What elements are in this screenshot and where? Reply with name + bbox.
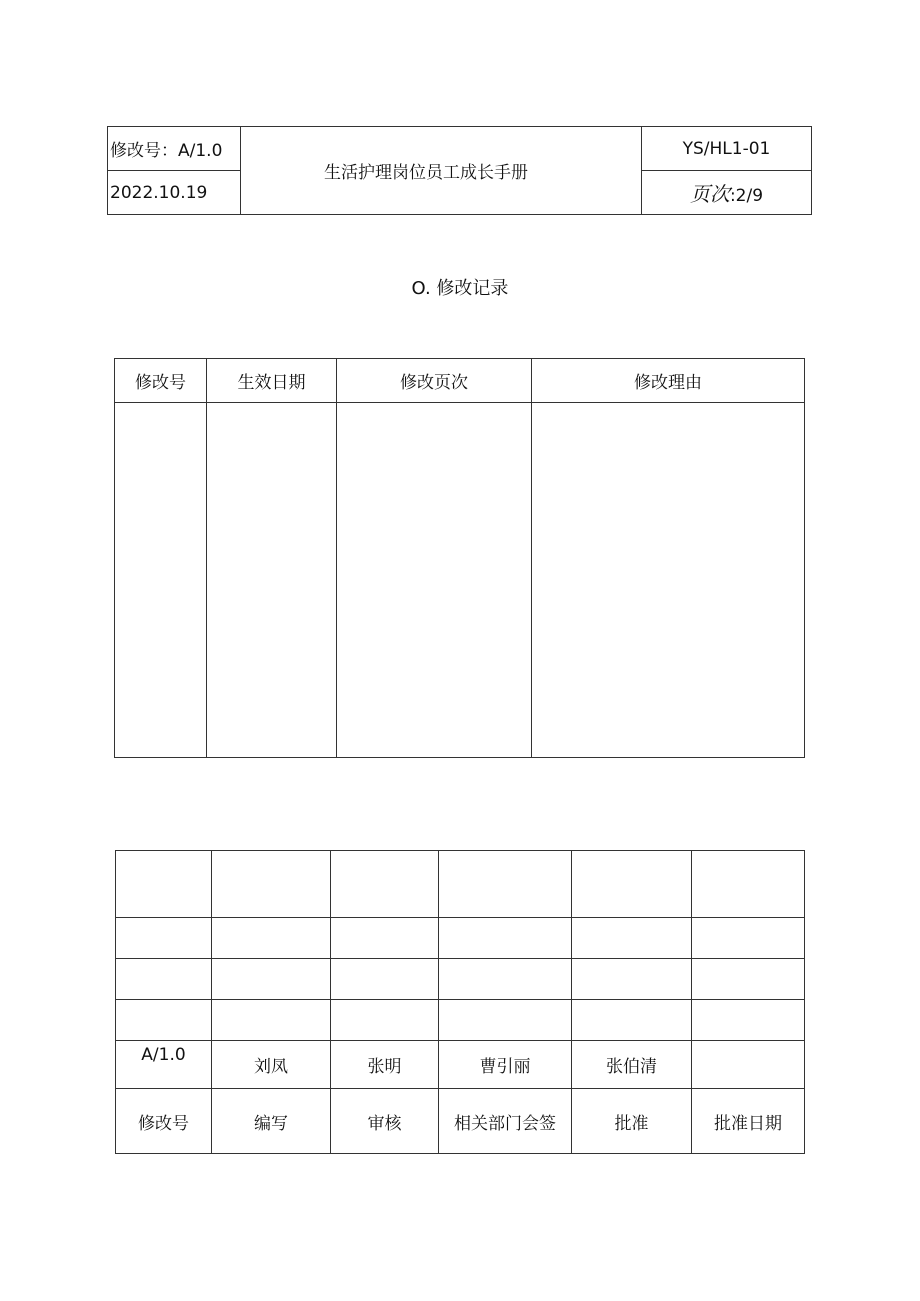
table-cell <box>116 918 212 959</box>
table-row <box>116 959 805 1000</box>
approval-table <box>115 850 805 1154</box>
table-cell <box>572 918 692 959</box>
revision-date: 2022.10.19 <box>108 171 241 215</box>
reviewer-name: 张明 <box>331 1041 439 1089</box>
table-cell <box>212 851 331 918</box>
column-header: 修改理由 <box>532 359 805 403</box>
label-approval-date: 批准日期 <box>692 1089 805 1154</box>
page-label: 页次 <box>689 182 730 206</box>
label-author: 编写 <box>212 1089 331 1154</box>
table-cell <box>212 959 331 1000</box>
table-row <box>116 918 805 959</box>
approval-date-value <box>692 1041 805 1089</box>
table-cell <box>439 851 572 918</box>
label-reviewer: 审核 <box>331 1089 439 1154</box>
table-cell <box>692 1000 805 1041</box>
author-name: 刘凤 <box>212 1041 331 1089</box>
countersign-name: 曹引丽 <box>439 1041 572 1089</box>
table-cell <box>572 851 692 918</box>
label-approver: 批准 <box>572 1089 692 1154</box>
table-cell <box>116 851 212 918</box>
label-countersign: 相关部门会签 <box>439 1089 572 1154</box>
table-cell <box>115 403 207 758</box>
section-title: O. 修改记录 <box>411 278 509 299</box>
table-cell <box>439 959 572 1000</box>
table-row <box>116 851 805 918</box>
version-value: A/1.0 <box>116 1041 212 1089</box>
table-cell <box>212 1000 331 1041</box>
document-code: YS/HL1-01 <box>642 127 812 171</box>
page-number <box>642 171 812 215</box>
table-cell <box>331 1000 439 1041</box>
label-row <box>116 1089 805 1154</box>
column-header: 修改号 <box>115 359 207 403</box>
table-cell <box>692 959 805 1000</box>
label-revision: 修改号 <box>116 1089 212 1154</box>
table-cell <box>212 918 331 959</box>
table-cell <box>532 403 805 758</box>
table-cell <box>439 918 572 959</box>
table-cell <box>331 918 439 959</box>
table-cell <box>207 403 337 758</box>
table-cell <box>331 851 439 918</box>
table-cell <box>572 959 692 1000</box>
table-cell <box>331 959 439 1000</box>
table-cell <box>692 918 805 959</box>
table-cell <box>572 1000 692 1041</box>
revision-record-table <box>114 358 805 758</box>
table-cell <box>116 959 212 1000</box>
page-value: :2/9 <box>729 186 764 206</box>
column-header: 生效日期 <box>207 359 337 403</box>
table-cell <box>116 1000 212 1041</box>
table-cell <box>439 1000 572 1041</box>
table-row <box>116 1000 805 1041</box>
revision-number: 修改号：A/1.0 <box>108 127 241 171</box>
table-cell <box>692 851 805 918</box>
signature-row <box>116 1041 805 1089</box>
table-row <box>115 403 805 758</box>
document-header <box>107 126 812 215</box>
column-header: 修改页次 <box>337 359 532 403</box>
approver-name: 张伯清 <box>572 1041 692 1089</box>
table-cell <box>337 403 532 758</box>
document-title: 生活护理岗位员工成长手册 <box>241 127 642 215</box>
table-header-row <box>115 359 805 403</box>
